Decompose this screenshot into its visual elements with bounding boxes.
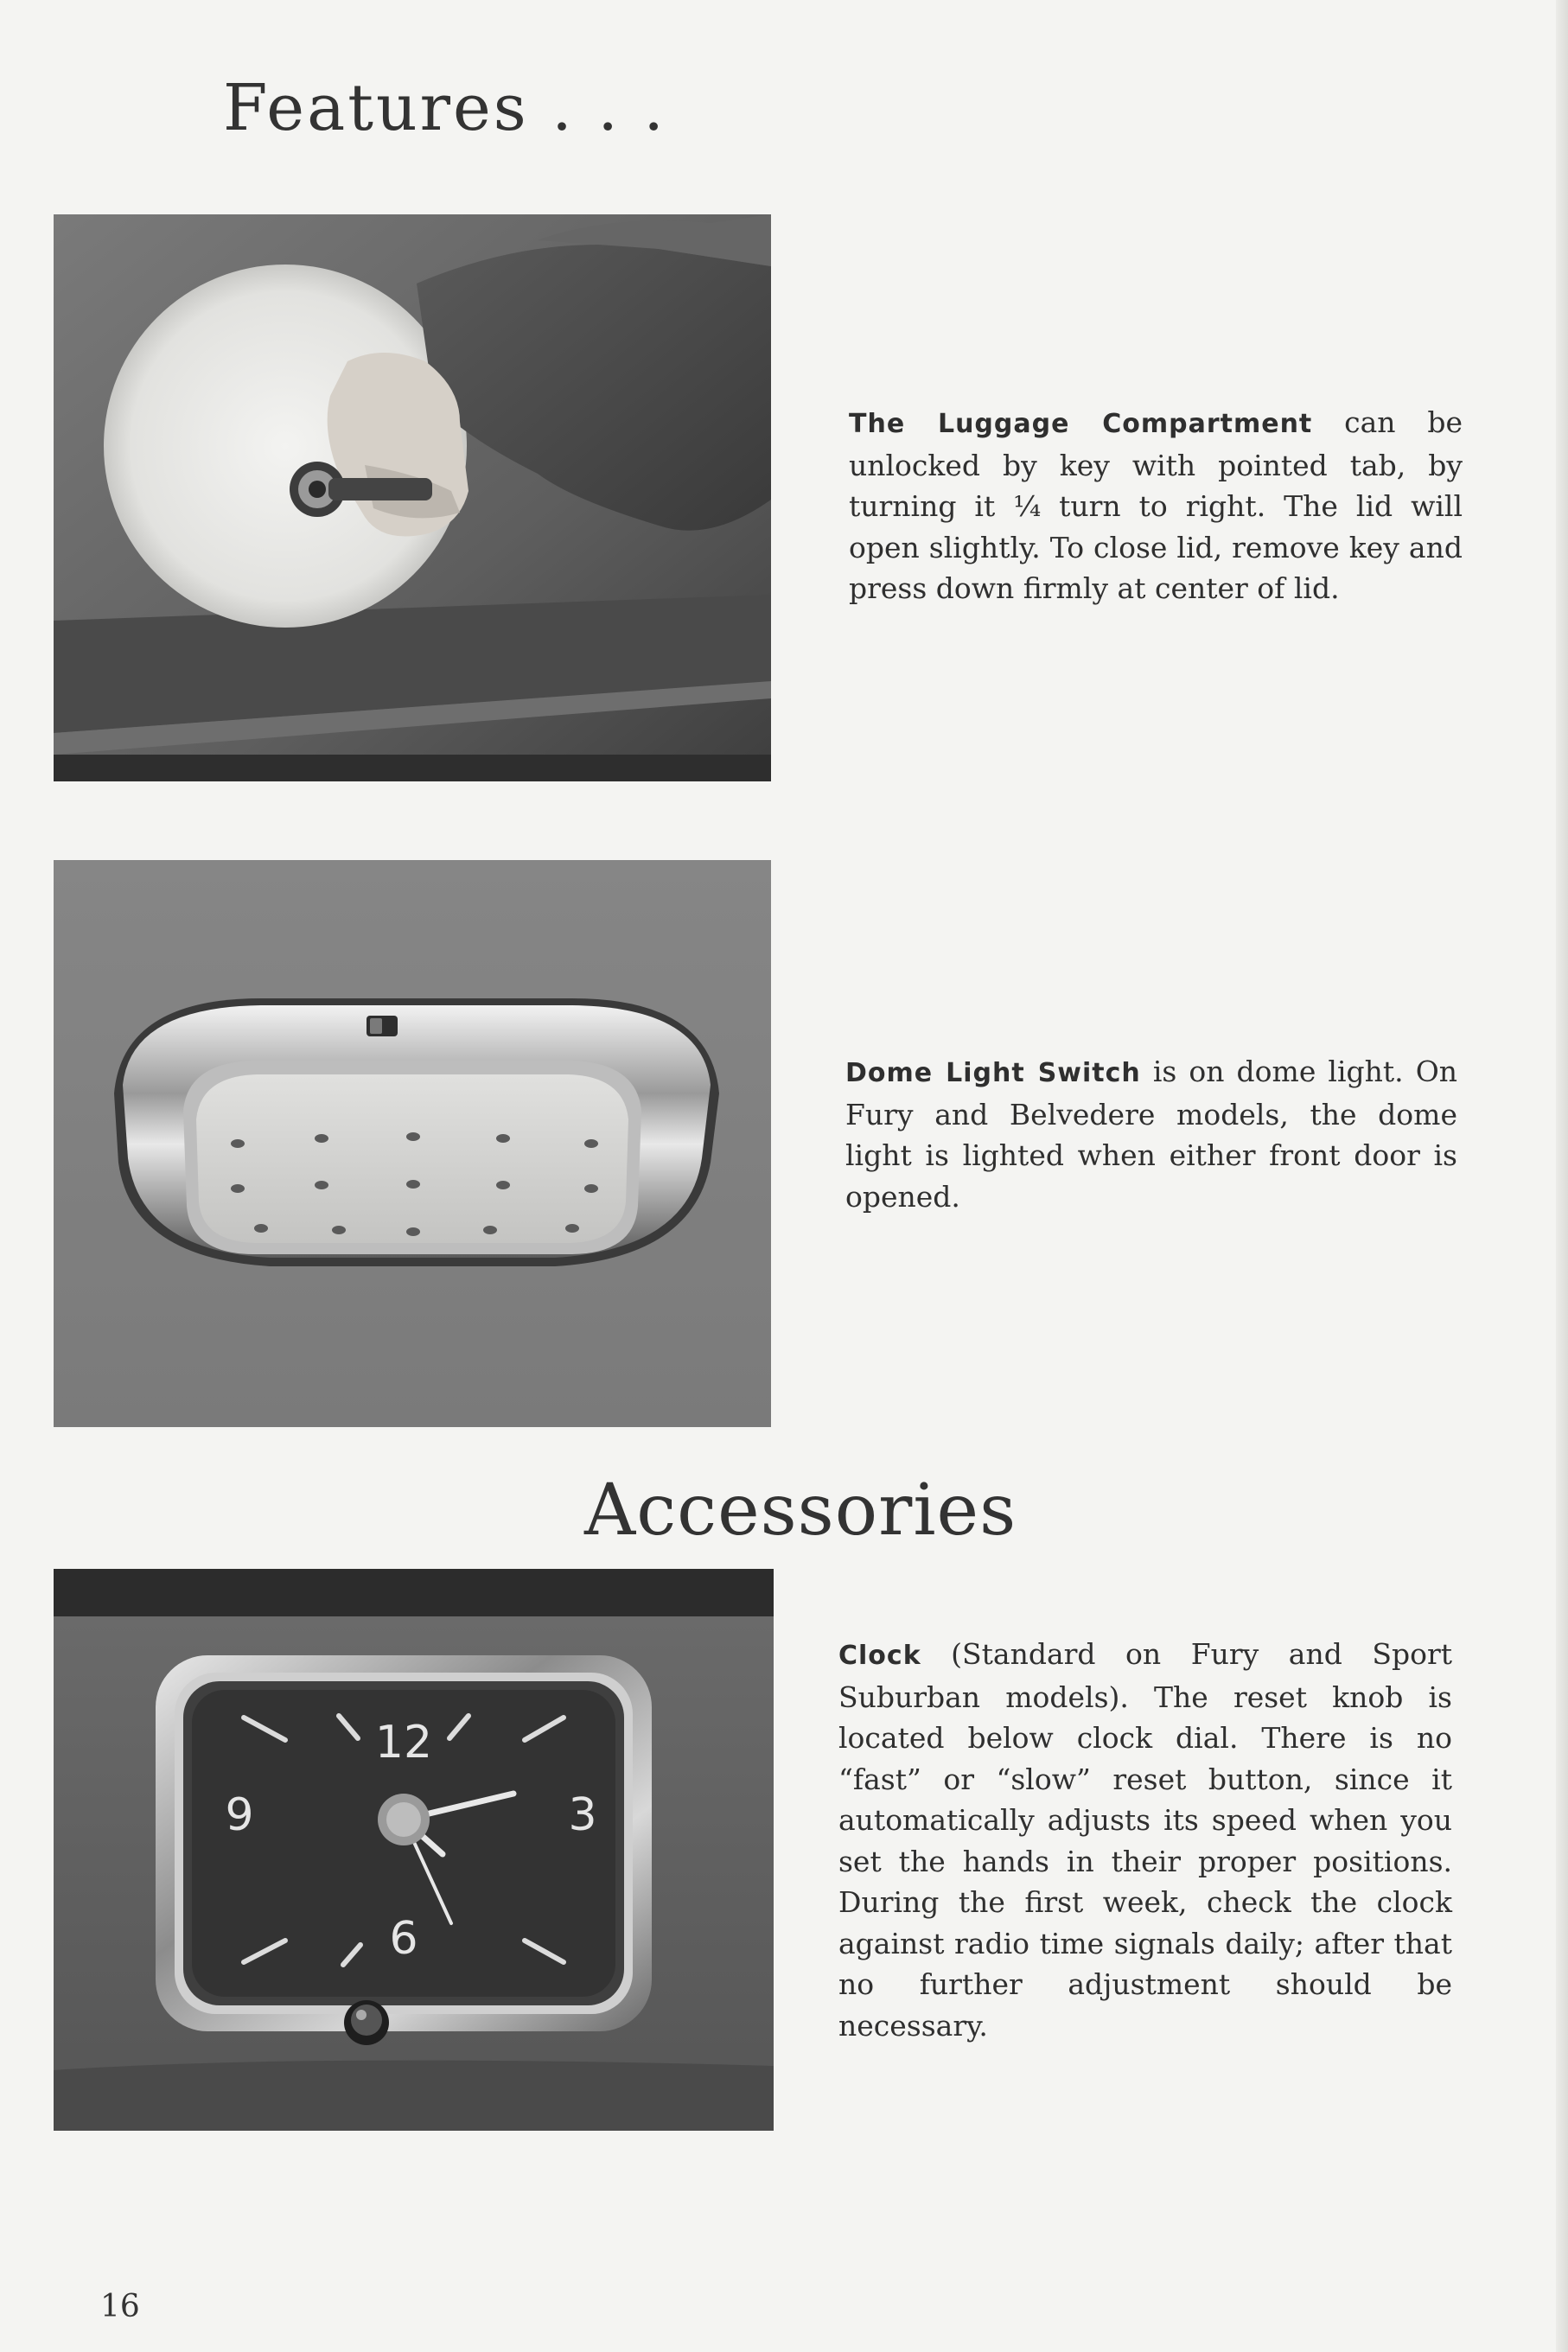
- features-heading: Features . . .: [223, 71, 666, 145]
- clock-numeral-3: 3: [568, 1789, 597, 1841]
- clock-numeral-6: 6: [389, 1913, 418, 1965]
- luggage-compartment-lead: The Luggage Compartment: [849, 409, 1313, 439]
- luggage-compartment-caption: [849, 402, 1463, 609]
- clock-text: (Standard on Fury and Sport Suburban models). The reset knob is located below clock dial. There is no “fast” or “slow” reset button, since it automatically adjusts its speed when you set the hands in their proper positions. During the first week, check the clock against radio time signals daily; after that no further adjustment should be necessary.: [838, 1637, 1452, 2043]
- dome-light-photo: [54, 860, 771, 1427]
- dome-light-text: is on dome light. On Fury and Belvedere models, the dome light is lighted when either front door is opened.: [845, 1055, 1458, 1214]
- luggage-compartment-text: can be unlocked by key with pointed tab, by turning it ¼ turn to right. The lid will open slightly. To close lid, remove key and press down firmly at center of lid.: [849, 405, 1463, 605]
- clock-lead: Clock: [838, 1641, 921, 1671]
- clock-photo: [54, 1569, 774, 2131]
- luggage-compartment-photo: [54, 214, 771, 781]
- page-edge: [1556, 0, 1568, 2352]
- clock-numeral-12: 12: [374, 1717, 433, 1769]
- clock-caption: [838, 1634, 1452, 2046]
- page-number: 16: [100, 2289, 140, 2324]
- dome-light-lead: Dome Light Switch: [845, 1058, 1141, 1088]
- accessories-heading: Accessories: [584, 1469, 1017, 1552]
- dome-light-caption: [845, 1051, 1457, 1217]
- clock-numeral-9: 9: [225, 1789, 254, 1841]
